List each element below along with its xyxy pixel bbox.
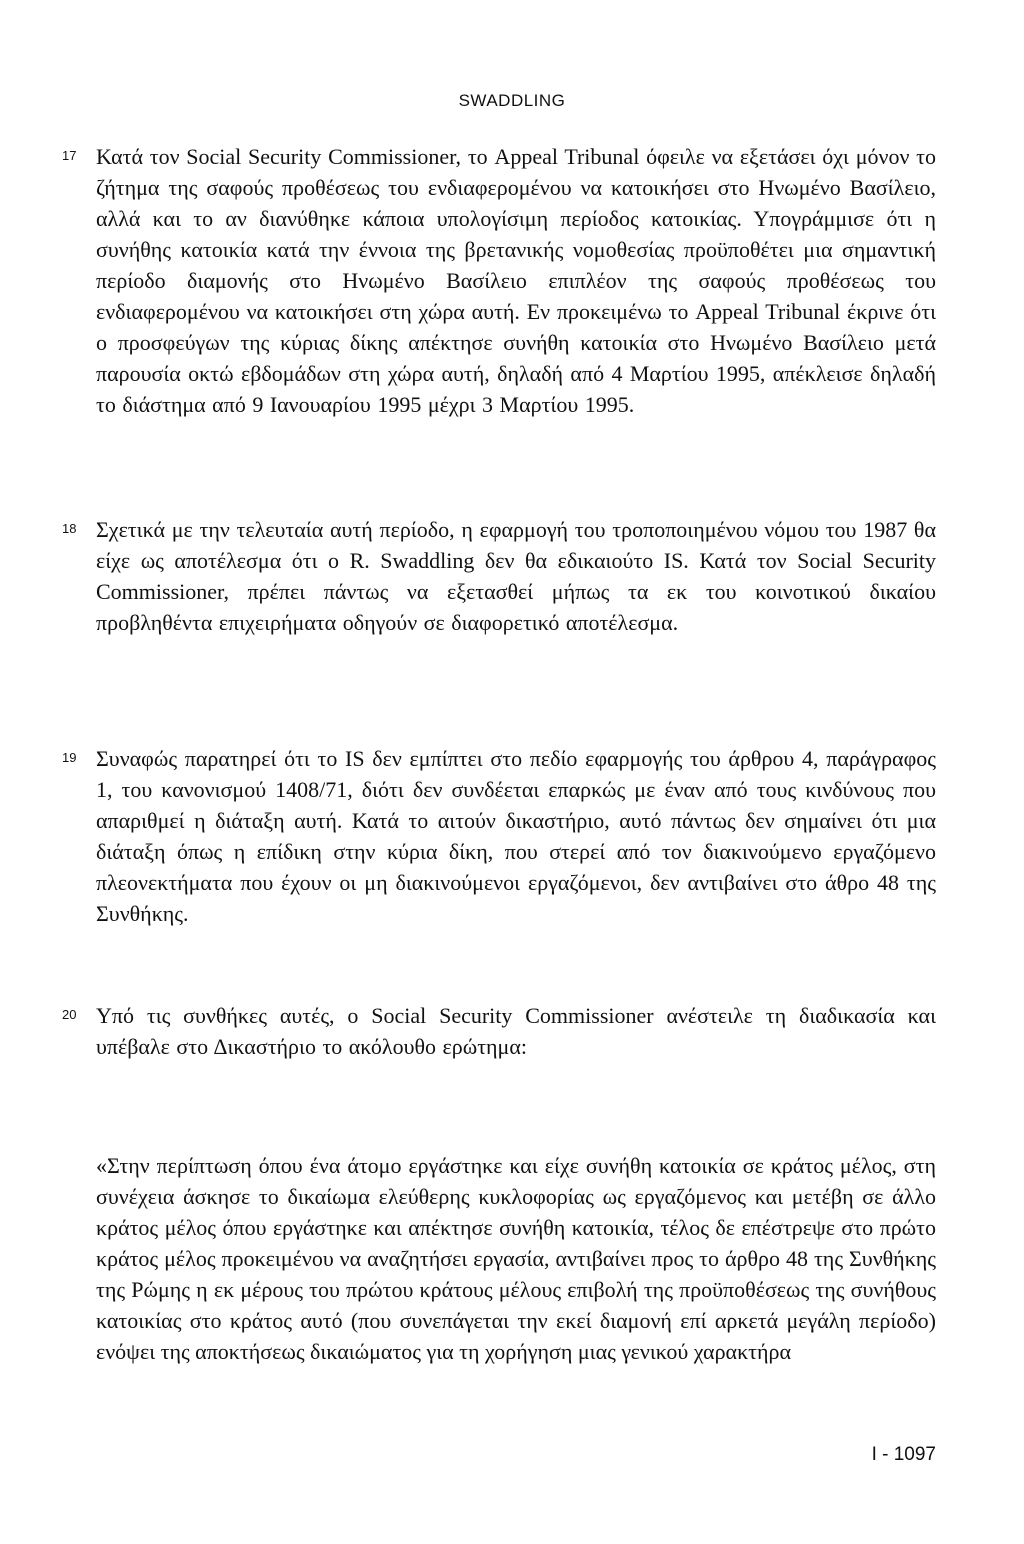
paragraph-text: Συναφώς παρατηρεί ότι το IS δεν εμπίπτει στο πεδίο εφαρμογής του άρθρου 4, παράγραφος 1, του κανονισμού 1408/71, διότι δεν συνδέεται επαρκώς με έναν από τους κινδύνους που απαριθμεί η διάταξη αυτή. Κατά το αιτούν δικαστήριο, αυτό πάντως δεν σημαίνει ότι μια διάταξη όπως η επίδικη στην κύρια δίκη, που στερεί από τον διακινούμενο εργαζόμενο πλεονεκτήματα που έχουν οι μη διακινούμενοι εργαζόμενοι, δεν αντιβαίνει στο άθρο 48 της Συνθήκης. [96, 746, 936, 926]
running-header: SWADDLING [458, 91, 566, 110]
paragraph-number: 17 [62, 148, 77, 163]
paragraph-20 [62, 1000, 937, 1062]
paragraph-text: Σχετικά με την τελευταία αυτή περίοδο, η εφαρμογή του τροποποιημένου νόμου του 1987 θα είχε ως αποτέλεσμα ότι ο R. Swaddling δεν θα εδικαιούτο IS. Κατά τον Social Security Commissioner, πρέπει πάντως να εξετασθεί μήπως τα εκ του κοινοτικού δικαίου προβληθέντα επιχειρήματα οδηγούν σε διαφορετικό αποτέλεσμα. [96, 517, 936, 635]
paragraph-number: 18 [62, 521, 77, 536]
paragraph-17 [62, 141, 937, 420]
page-number: I - 1097 [871, 1444, 936, 1465]
paragraph-text: Κατά τον Social Security Commissioner, το Appeal Tribunal όφειλε να εξετάσει όχι μόνον το ζήτημα της σαφούς προθέσεως του ενδιαφερομένου να κατοικήσει στο Ηνωμένο Βασίλειο, αλλά και το αν διανύθηκε κάποια υπολογίσιμη περίοδος κατοικίας. Υπογράμμισε ότι η συνήθης κατοικία κατά την έννοια της βρετανικής νομοθεσίας προϋποθέτει μια σημαντική περίοδο διαμονής στο Ηνωμένο Βασίλειο επιπλέον της σαφούς προθέσεως του ενδιαφερομένου να κατοικήσει στη χώρα αυτή. Εν προκειμένω το Appeal Tribunal έκρινε ότι ο προσφεύγων της κύριας δίκης απέκτησε συνήθη κατοικία στο Ηνωμένο Βασίλειο μετά παρουσία οκτώ εβδομάδων στη χώρα αυτή, δηλαδή από 4 Μαρτίου 1995, απέκλεισε δηλαδή το διάστημα από 9 Ιανουαρίου 1995 μέχρι 3 Μαρτίου 1995. [96, 144, 936, 417]
paragraph-number: 19 [62, 750, 77, 765]
paragraph-18 [62, 514, 937, 638]
referred-question-quote: «Στην περίπτωση όπου ένα άτομο εργάστηκε και είχε συνήθη κατοικία σε κράτος μέλος, στη συνέχεια άσκησε το δικαίωμα ελεύθερης κυκλοφορίας ως εργαζόμενος και μετέβη σε άλλο κράτος μέλος όπου εργάστηκε και απέκτησε συνήθη κατοικία, τέλος δε επέστρεψε στο πρώτο κράτος μέλος προκειμένου να αναζητήσει εργασία, αντιβαίνει προς το άρθρο 48 της Συνθήκης της Ρώμης η εκ μέρους του πρώτου κράτους μέλους επιβολή της προϋποθέσεως της συνήθους κατοικίας στο κράτος αυτό (που συνεπάγεται την εκεί διαμονή επί αρκετά μεγάλη περίοδο) ενόψει της αποκτήσεως δικαιώματος για τη χορήγηση μιας γενικού χαρακτήρα [96, 1153, 936, 1364]
paragraph-text: Υπό τις συνθήκες αυτές, ο Social Security Commissioner ανέστειλε τη διαδικασία και υπέβαλε στο Δικαστήριο το ακόλουθο ερώτημα: [96, 1003, 936, 1059]
paragraph-number: 20 [62, 1007, 77, 1022]
paragraph-19 [62, 743, 937, 929]
